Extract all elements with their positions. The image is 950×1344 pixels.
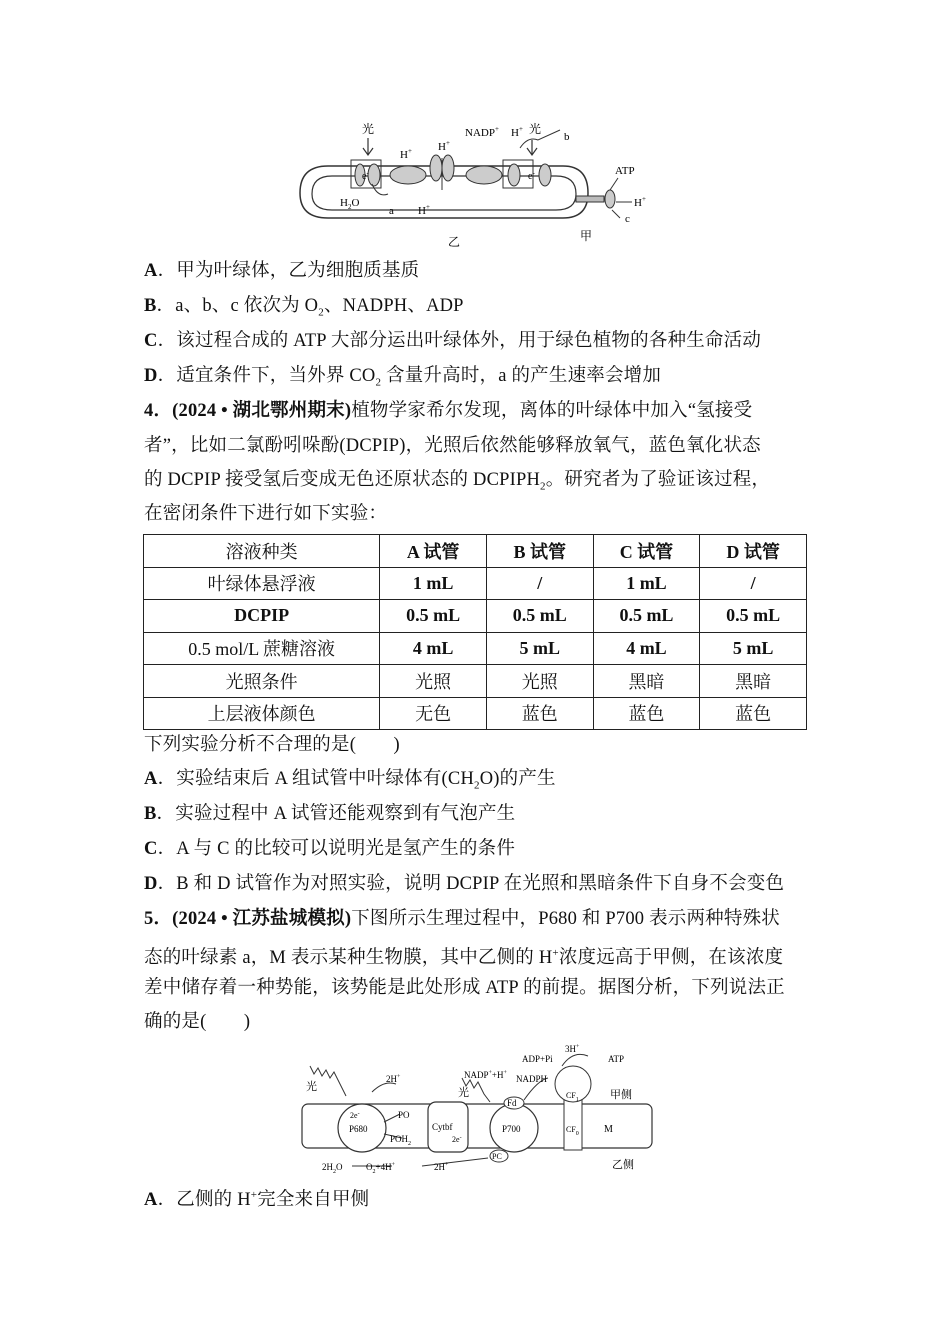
- q4-option-b: B．实验过程中 A 试管还能观察到有气泡产生: [144, 804, 516, 824]
- h-ion-label-2: H+: [438, 139, 450, 153]
- h-ion-right: H+: [634, 195, 646, 209]
- table-header: 溶液种类: [144, 535, 380, 568]
- table-header-row: [144, 535, 807, 568]
- h2o-label: $H_2O$: [340, 197, 360, 211]
- fig2-m: M: [604, 1124, 613, 1135]
- table-cell: 上层液体颜色: [144, 697, 380, 730]
- fig2-cf1: $CF_1$: [566, 1091, 579, 1103]
- table-cell: DCPIP: [144, 600, 380, 633]
- table-header: C 试管: [593, 535, 700, 568]
- fig2-2e-label: 2e-: [350, 1111, 360, 1120]
- table-cell: 无色: [380, 697, 487, 730]
- experiment-table: [143, 534, 807, 730]
- q5-line-3: 差中储存着一种势能，该势能是此处形成 ATP 的前提。据图分析，下列说法正: [144, 978, 785, 998]
- fig2-2e: 2e-: [452, 1135, 462, 1144]
- fig2-3h: 3H+: [565, 1044, 580, 1054]
- table-cell: 蓝色: [593, 697, 700, 730]
- table-header: B 试管: [486, 535, 593, 568]
- q4-line-1: 4．(2024 • 湖北鄂州期末)植物学家希尔发现，离体的叶绿体中加入“氢接受: [144, 401, 753, 421]
- q4-line-2: 者”，比如二氯酚吲哚酚(DCPIP)，光照后依然能够释放氧气，蓝色氧化状态: [144, 436, 761, 456]
- fig2-p680: P680: [349, 1124, 368, 1134]
- table-cell: 1 mL: [380, 567, 487, 600]
- q4-option-a: A．实验结束后 A 组试管中叶绿体有$(CH_2O)$的产生: [144, 769, 556, 792]
- table-cell: 光照: [486, 665, 593, 698]
- q5-line-4: 确的是( ): [144, 1012, 251, 1032]
- fig2-fd: Fd: [507, 1098, 517, 1108]
- h-ion-label-1: H+: [400, 147, 412, 161]
- fig2-pc: PC: [492, 1152, 502, 1161]
- table-cell: 0.5 mL: [486, 600, 593, 633]
- fig2-2h-bottom: 2H+: [434, 1162, 449, 1172]
- fig2-light-mid: 光: [458, 1087, 469, 1099]
- fig2-cf0: $CF_0$: [566, 1125, 579, 1137]
- q5-line-1: 5．(2024 • 江苏盐城模拟)下图所示生理过程中，P680 和 P700 表示两种特殊状: [144, 909, 780, 929]
- table-row: [144, 697, 807, 730]
- table-cell: 5 mL: [486, 632, 593, 665]
- table-cell: 4 mL: [593, 632, 700, 665]
- q3-option-d: D．适宜条件下，当外界 $CO_2$ 含量升高时，a 的产生速率会增加: [144, 366, 662, 389]
- label-b: b: [564, 131, 570, 143]
- q4-line-3: 的 DCPIP 接受氢后变成无色还原状态的 $DCPIPH_2$。研究者为了验证该过程，: [144, 470, 771, 493]
- h-ion-bottom: H+: [418, 203, 430, 217]
- q3-option-a: A．甲为叶绿体，乙为细胞质基质: [144, 261, 420, 281]
- q4-option-c: C．A 与 C 的比较可以说明光是氢产生的条件: [144, 839, 516, 859]
- figure-1-thylakoid-diagram: [288, 118, 668, 250]
- electron-label-right: e-: [528, 169, 535, 182]
- table-cell: 光照: [380, 665, 487, 698]
- table-cell: 5 mL: [700, 632, 807, 665]
- table-cell: 1 mL: [593, 567, 700, 600]
- table-row: [144, 567, 807, 600]
- fig2-poh2: $POH_2$: [390, 1134, 412, 1147]
- label-jia: 甲: [580, 229, 593, 243]
- atp-label: ATP: [615, 165, 635, 177]
- table-cell: 蓝色: [486, 697, 593, 730]
- label-a: a: [389, 205, 394, 217]
- table-cell: 4 mL: [380, 632, 487, 665]
- q4-option-d: D．B 和 D 试管作为对照实验，说明 DCPIP 在光照和黑暗条件下自身不会变色: [144, 874, 785, 894]
- fig2-p700: P700: [502, 1124, 521, 1134]
- label-c: c: [625, 213, 630, 225]
- q5-option-a: A．乙侧的 H+完全来自甲侧: [144, 1189, 370, 1211]
- light-label-left: 光: [362, 122, 375, 136]
- fig2-adp-pi: ADP+Pi: [522, 1054, 553, 1064]
- fig2-nadph: NADPH: [516, 1074, 548, 1084]
- table-cell: /: [486, 567, 593, 600]
- h-ion-label-3: H+: [511, 125, 523, 139]
- fig2-nadp: NADP++H+: [464, 1070, 507, 1080]
- fig2-light-left: 光: [306, 1081, 317, 1093]
- fig2-2h2o: $2H_2O$: [322, 1162, 343, 1175]
- fig2-o2-4h: $O_2+4H^+$: [366, 1162, 395, 1175]
- q3-option-b: B．a、b、c 依次为 $O_2$、NADPH、ADP: [144, 296, 464, 319]
- table-row: [144, 665, 807, 698]
- table-row: [144, 632, 807, 665]
- table-cell: 蓝色: [700, 697, 807, 730]
- table-cell: 叶绿体悬浮液: [144, 567, 380, 600]
- table-cell: 黑暗: [700, 665, 807, 698]
- fig2-cytbf: Cytbf: [432, 1122, 453, 1132]
- table-row: [144, 600, 807, 633]
- table-header: D 试管: [700, 535, 807, 568]
- q4-line-4: 在密闭条件下进行如下实验：: [144, 504, 388, 524]
- fig2-po: PO: [398, 1110, 410, 1120]
- label-yi: 乙: [448, 235, 461, 249]
- q3-option-c: C．该过程合成的 ATP 大部分运出叶绿体外，用于绿色植物的各种生命活动: [144, 331, 762, 351]
- fig2-yi-side: 乙侧: [612, 1159, 634, 1171]
- fig2-2h-top: 2H+: [386, 1074, 401, 1084]
- electron-label-left: e-: [362, 169, 369, 182]
- q4-prompt: 下列实验分析不合理的是( ): [144, 735, 400, 755]
- table-cell: 0.5 mol/L 蔗糖溶液: [144, 632, 380, 665]
- light-label-right: 光: [529, 122, 542, 136]
- table-cell: 0.5 mL: [380, 600, 487, 633]
- nadp-label: NADP+: [465, 125, 499, 139]
- table-cell: 0.5 mL: [593, 600, 700, 633]
- table-cell: 0.5 mL: [700, 600, 807, 633]
- table-header: A 试管: [380, 535, 487, 568]
- fig2-atp: ATP: [608, 1054, 625, 1064]
- table-cell: /: [700, 567, 807, 600]
- figure-2-electron-transport-diagram: [292, 1040, 662, 1178]
- fig2-jia-side: 甲侧: [610, 1089, 632, 1101]
- table-cell: 光照条件: [144, 665, 380, 698]
- table-cell: 黑暗: [593, 665, 700, 698]
- q5-line-2: 态的叶绿素 a，M 表示某种生物膜，其中乙侧的 H+浓度远高于甲侧，在该浓度: [144, 947, 784, 969]
